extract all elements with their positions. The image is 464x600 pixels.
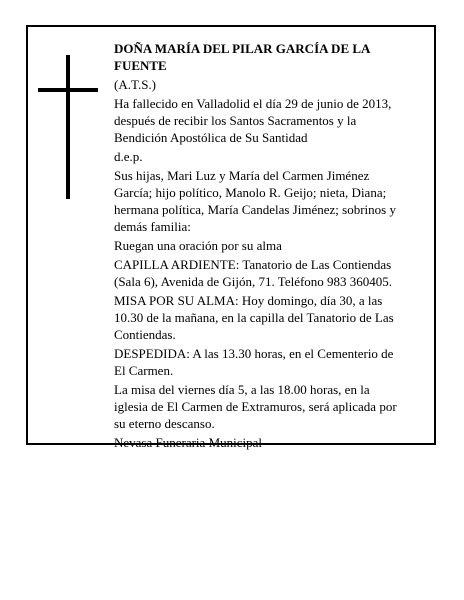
cross-vertical-bar xyxy=(66,55,70,199)
chapel-line-1: CAPILLA ARDIENTE: Tanatorio de Las Contiendas xyxy=(114,257,392,272)
deceased-title: (A.T.S.) xyxy=(114,77,157,92)
death-line-3: Bendición Apostólica de Su Santidad xyxy=(114,130,308,145)
farewell-line-2: El Carmen. xyxy=(114,363,174,378)
family-line-2: García; hijo político, Manolo R. Geijo; nieta, Diana; xyxy=(114,185,387,200)
deceased-name-line-1: DOÑA MARÍA DEL PILAR GARCÍA DE LA xyxy=(114,41,371,56)
friday-mass-line-3: su eterno descanso. xyxy=(114,416,215,431)
cross-horizontal-bar xyxy=(38,88,98,92)
farewell-line-1: DESPEDIDA: A las 13.30 horas, en el Cementerio de xyxy=(114,346,394,361)
friday-mass-line-2: iglesia de El Carmen de Extramuros, será aplicada por xyxy=(114,399,397,414)
family-line-4: demás familia: xyxy=(114,219,191,234)
family-line-3: hermana política, María Candelas Jiménez; sobrinos y xyxy=(114,202,396,217)
mass-line-1: MISA POR SU ALMA: Hoy domingo, día 30, a las xyxy=(114,293,383,308)
notice-text xyxy=(114,40,426,451)
mass-line-3: Contiendas. xyxy=(114,327,176,342)
rip-text: d.e.p. xyxy=(114,149,143,164)
friday-mass-line-1: La misa del viernes día 5, a las 18.00 horas, en la xyxy=(114,382,370,397)
family-line-1: Sus hijas, Mari Luz y María del Carmen Jiménez xyxy=(114,168,370,183)
deceased-name-line-2: FUENTE xyxy=(114,58,167,73)
chapel-line-2: (Sala 6), Avenida de Gijón, 71. Teléfono 983 360405. xyxy=(114,274,393,289)
death-line-1: Ha fallecido en Valladolid el día 29 de junio de 2013, xyxy=(114,96,392,111)
funeral-home: Nevasa Funeraria Municipal xyxy=(114,435,263,450)
cross-icon xyxy=(38,55,98,199)
death-line-2: después de recibir los Santos Sacramentos y la xyxy=(114,113,357,128)
mass-line-2: 10.30 de la mañana, en la capilla del Tanatorio de Las xyxy=(114,310,394,325)
prayer-request: Ruegan una oración por su alma xyxy=(114,238,282,253)
obituary-notice xyxy=(26,25,436,450)
